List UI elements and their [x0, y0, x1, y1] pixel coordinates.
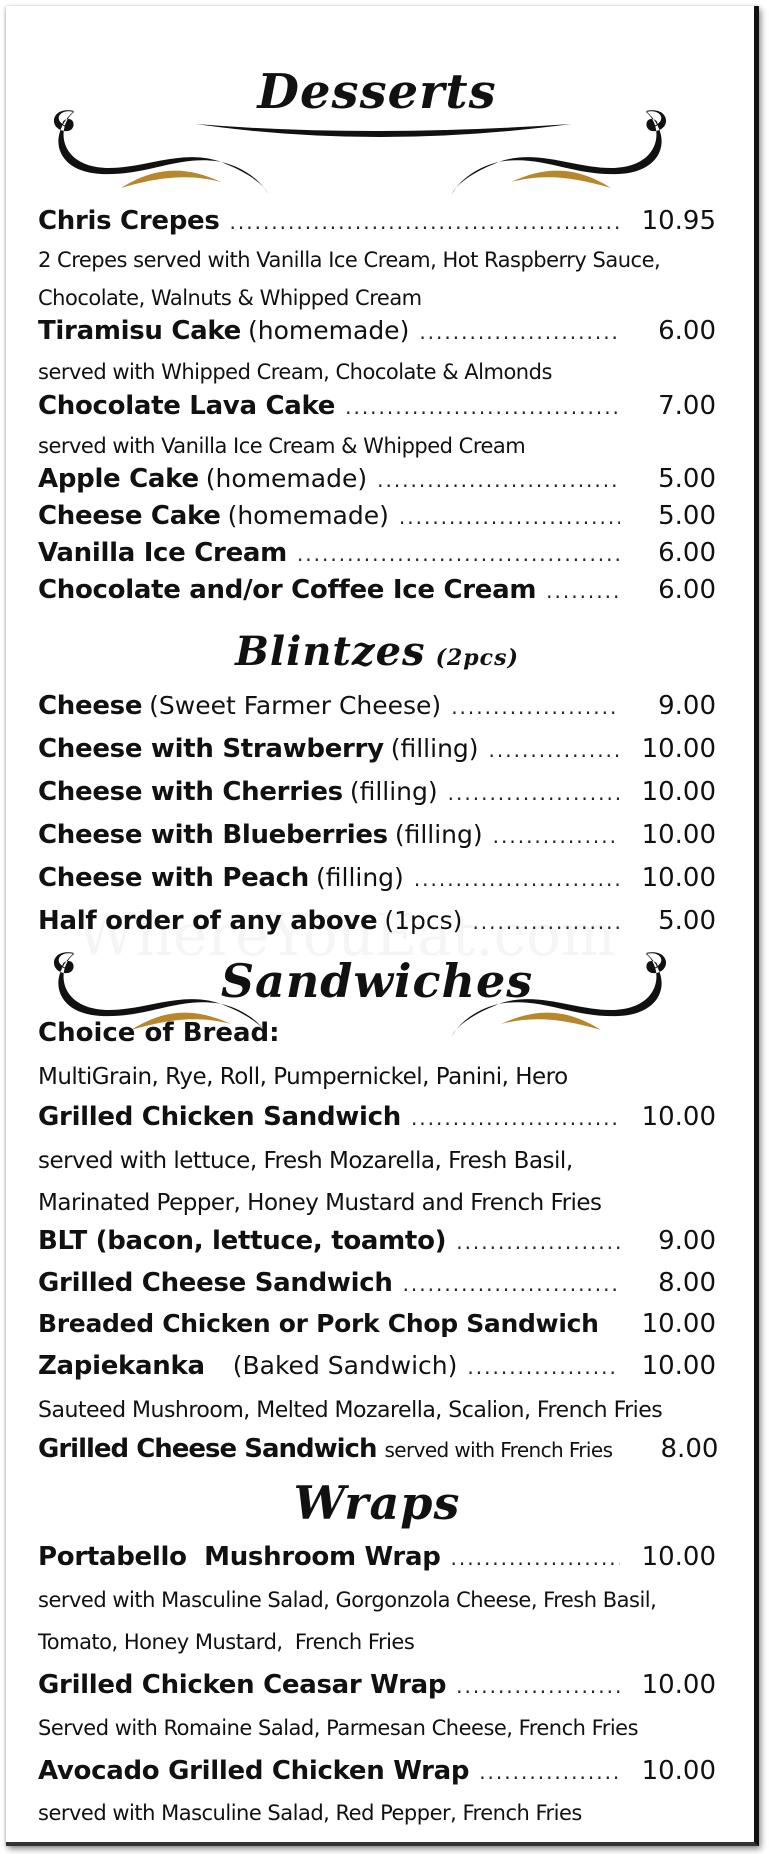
item-note: (filling) — [390, 734, 479, 763]
dot-leader — [456, 1674, 620, 1698]
item-description: Tomato, Honey Mustard, French Fries — [38, 1630, 415, 1654]
item-price: 5.00 — [658, 464, 716, 494]
menu-item — [38, 316, 716, 346]
item-price: 9.00 — [658, 1226, 716, 1256]
section-title-desserts: Desserts — [257, 64, 497, 120]
menu-item — [38, 206, 716, 236]
item-price: 9.00 — [658, 691, 716, 721]
item-price: 10.00 — [641, 777, 716, 807]
item-name: Grilled Chicken Sandwich — [38, 1102, 401, 1132]
item-note: (homemade) — [227, 501, 389, 530]
item-note: (1pcs) — [384, 906, 463, 935]
item-note: served with French Fries — [384, 1438, 613, 1462]
dot-leader — [448, 781, 620, 805]
item-description: served with Masculine Salad, Gorgonzola Cheese, Fresh Basil, — [38, 1588, 657, 1612]
item-name: Portabello Mushroom Wrap — [38, 1542, 441, 1572]
section-subtitle: (2pcs) — [435, 645, 519, 671]
item-description: served with Whipped Cream, Chocolate & Almonds — [38, 360, 552, 384]
item-price: 10.00 — [641, 1351, 716, 1381]
item-name: Grilled Cheese Sandwich — [38, 1268, 393, 1298]
section-title-sandwiches: Sandwiches — [220, 954, 534, 1008]
dot-leader — [419, 320, 620, 344]
item-price: 8.00 — [660, 1434, 719, 1464]
menu-item — [38, 1226, 716, 1256]
item-price: 6.00 — [658, 316, 716, 346]
menu-item — [38, 906, 716, 936]
menu-item — [38, 1756, 716, 1786]
menu-item — [38, 464, 716, 494]
item-price: 10.95 — [641, 206, 716, 236]
menu-item — [38, 863, 716, 893]
menu-item — [38, 501, 716, 531]
item-name: Chocolate and/or Coffee Ice Cream — [38, 575, 537, 605]
item-price: 10.00 — [641, 820, 716, 850]
dot-leader — [479, 1760, 620, 1784]
menu-item — [38, 391, 716, 421]
menu-item — [38, 1268, 716, 1298]
menu-item — [38, 1351, 716, 1381]
menu-item — [38, 820, 716, 850]
item-name: Avocado Grilled Chicken Wrap — [38, 1756, 470, 1786]
item-name: Cheese with Cherries — [38, 777, 343, 807]
item-name: Chocolate Lava Cake — [38, 391, 336, 421]
dot-leader — [451, 695, 620, 719]
dot-leader — [546, 579, 620, 603]
item-note: (filling) — [349, 777, 438, 806]
item-name: Cheese with Peach — [38, 863, 309, 893]
item-name: BLT (bacon, lettuce, toamto) — [38, 1226, 447, 1256]
dot-leader — [399, 505, 620, 529]
menu-page — [6, 6, 759, 1846]
dot-leader — [489, 738, 620, 762]
menu-item — [38, 1309, 716, 1339]
menu-item — [38, 734, 716, 764]
item-description: 2 Crepes served with Vanilla Ice Cream, Hot Raspberry Sauce, — [38, 248, 661, 272]
item-price: 5.00 — [658, 906, 716, 936]
item-description: served with Masculine Salad, Red Pepper, French Fries — [38, 1801, 582, 1825]
section-title-text: Blintzes — [235, 628, 426, 675]
item-description: Sauteed Mushroom, Melted Mozarella, Scalion, French Fries — [38, 1398, 663, 1423]
dot-leader — [414, 867, 620, 891]
item-note: (Baked Sandwich) — [232, 1351, 458, 1380]
item-name: Breaded Chicken or Pork Chop Sandwich — [38, 1309, 599, 1338]
menu-item — [38, 1434, 719, 1464]
menu-item — [38, 777, 716, 807]
item-price: 10.00 — [641, 1542, 716, 1572]
dot-leader — [297, 542, 620, 566]
dot-leader — [456, 1230, 620, 1254]
item-price: 10.00 — [641, 1309, 716, 1339]
item-description: served with Vanilla Ice Cream & Whipped Cream — [38, 434, 526, 458]
bread-options: MultiGrain, Rye, Roll, Pumpernickel, Panini, Hero — [38, 1064, 568, 1090]
item-note: (homemade) — [248, 316, 410, 345]
item-price: 10.00 — [641, 863, 716, 893]
item-price: 10.00 — [641, 1756, 716, 1786]
item-name: Grilled Chicken Ceasar Wrap — [38, 1670, 447, 1700]
item-name: Chris Crepes — [38, 206, 220, 236]
item-name: Vanilla Ice Cream — [38, 538, 287, 568]
bread-choice-label: Choice of Bread: — [38, 1018, 280, 1048]
item-name: Grilled Cheese Sandwich — [38, 1434, 377, 1464]
item-description: Served with Romaine Salad, Parmesan Cheese, French Fries — [38, 1716, 639, 1740]
item-price: 7.00 — [658, 391, 716, 421]
item-description: Chocolate, Walnuts & Whipped Cream — [38, 286, 422, 310]
dot-leader — [472, 910, 620, 934]
item-note: (homemade) — [205, 464, 368, 493]
item-price: 6.00 — [658, 538, 716, 568]
item-price: 5.00 — [658, 501, 716, 531]
item-name: Cheese — [38, 691, 143, 721]
dot-leader — [451, 1546, 620, 1570]
item-name: Cheese with Blueberries — [38, 820, 388, 850]
item-price: 8.00 — [658, 1268, 716, 1298]
dot-leader — [377, 468, 620, 492]
item-price: 10.00 — [641, 1102, 716, 1132]
item-name: Apple Cake — [38, 464, 199, 494]
item-name: Zapiekanka — [38, 1351, 205, 1381]
item-description: served with lettuce, Fresh Mozarella, Fresh Basil, — [38, 1148, 573, 1174]
item-name: Half order of any above — [38, 906, 378, 936]
dot-leader — [230, 210, 620, 234]
item-price: 6.00 — [658, 575, 716, 605]
item-description: Marinated Pepper, Honey Mustard and French Fries — [38, 1190, 602, 1216]
item-name: Cheese with Strawberry — [38, 734, 384, 764]
section-title-blintzes — [38, 628, 716, 675]
item-note: (filling) — [316, 863, 404, 892]
menu-item — [38, 1670, 716, 1700]
menu-item — [38, 691, 716, 721]
item-price: 10.00 — [641, 734, 716, 764]
item-name: Tiramisu Cake — [38, 316, 242, 346]
item-note: (Sweet Farmer Cheese) — [149, 691, 442, 720]
item-note: (filling) — [394, 820, 483, 849]
menu-item — [38, 1102, 716, 1132]
dot-leader — [411, 1106, 620, 1130]
item-name: Cheese Cake — [38, 501, 221, 531]
item-price: 10.00 — [641, 1670, 716, 1700]
menu-item — [38, 538, 716, 568]
dot-leader — [403, 1272, 620, 1296]
menu-item — [38, 575, 716, 605]
dot-leader — [467, 1355, 620, 1379]
dot-leader — [345, 395, 620, 419]
dot-leader — [493, 824, 620, 848]
menu-item — [38, 1542, 716, 1572]
section-title-wraps: Wraps — [293, 1476, 461, 1530]
